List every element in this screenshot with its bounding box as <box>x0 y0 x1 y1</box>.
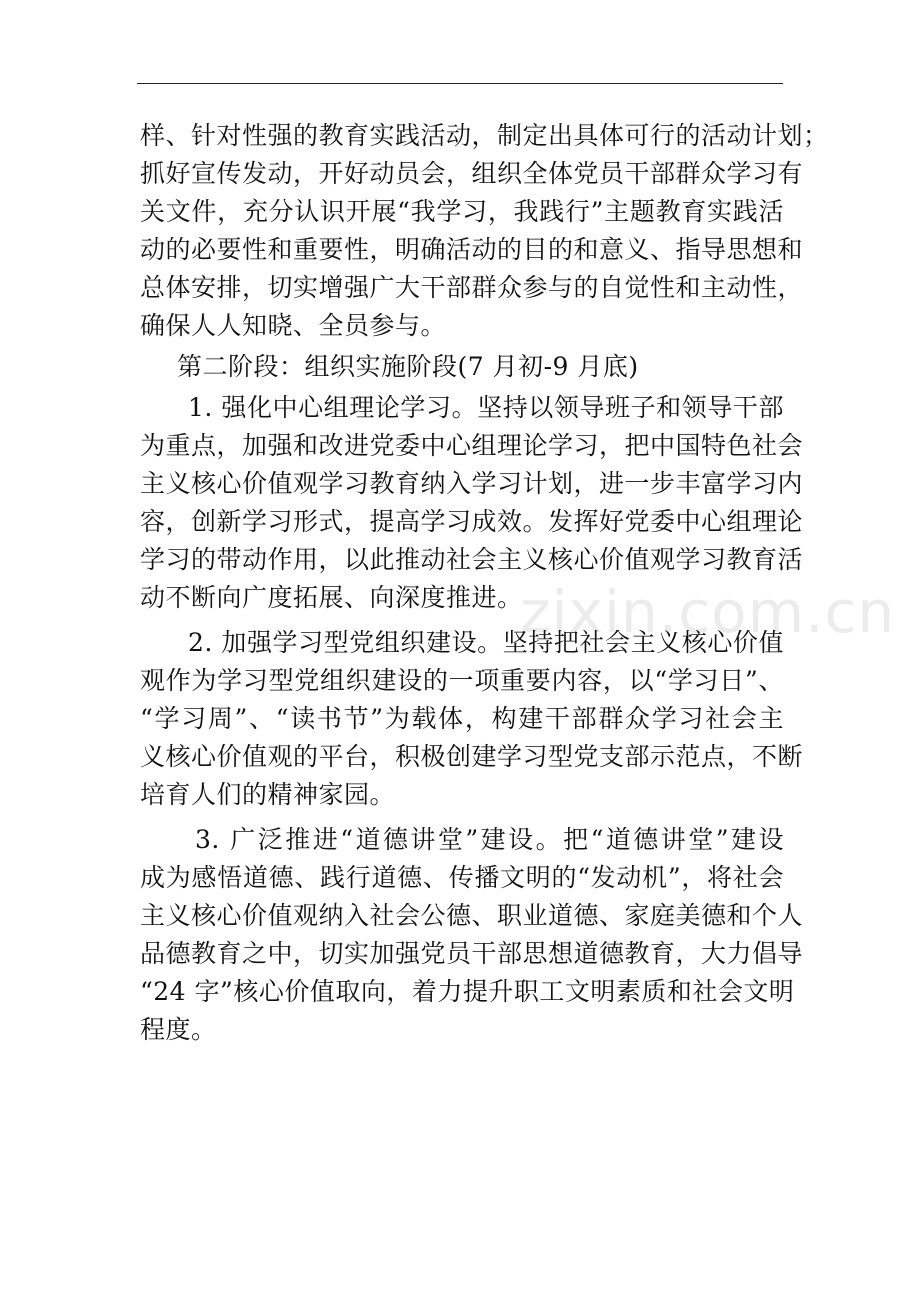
paragraph-item-2 <box>140 625 804 813</box>
text-line: 容，创新学习形式，提高学习成效。发挥好党委中心组理论 <box>140 507 804 536</box>
text-line: 品德教育之中，切实加强党员干部思想道德教育，大力倡导 <box>140 939 804 968</box>
text-line: 确保人人知晓、全员参与。 <box>140 311 447 340</box>
section-heading-stage-two <box>140 349 784 385</box>
text-line: 3. 广泛推进“道德讲堂”建设。把“道德讲堂”建设 <box>195 825 784 854</box>
header-rule <box>137 83 783 84</box>
text-line: 培育人们的精神家园。 <box>140 780 396 809</box>
text-line: 义核心价值观的平台，积极创建学习型党支部示范点，不断 <box>140 742 804 771</box>
text-line: 总体安排，切实增强广大干部群众参与的自觉性和主动性， <box>140 273 804 302</box>
text-line: 观作为学习型党组织建设的一项重要内容，以“学习日”、 <box>140 666 784 695</box>
document-body <box>140 118 829 1048</box>
text-line: “学习周”、“读书节”为载体，构建干部群众学习社会主 <box>140 704 784 733</box>
text-line: 动的必要性和重要性，明确活动的目的和意义、指导思想和 <box>140 235 804 264</box>
text-line: 样、针对性强的教育实践活动，制定出具体可行的活动计划； <box>140 121 829 150</box>
text-line: 为重点，加强和改进党委中心组理论学习，把中国特色社会 <box>140 431 804 460</box>
text-line: 成为感悟道德、践行道德、传播文明的“发动机”，将社会 <box>140 863 784 892</box>
text-line: 主义核心价值观学习教育纳入学习计划，进一步丰富学习内 <box>140 469 804 498</box>
text-line: 主义核心价值观纳入社会公德、职业道德、家庭美德和个人 <box>140 901 804 930</box>
paragraph-intro-continued <box>140 118 829 344</box>
text-line: 动不断向广度拓展、向深度推进。 <box>140 583 523 612</box>
text-line: 学习的带动作用，以此推动社会主义核心价值观学习教育活 <box>140 545 804 574</box>
text-line: “24 字”核心价值取向，着力提升职工文明素质和社会文明 <box>140 977 795 1006</box>
text-line: 1. 强化中心组理论学习。坚持以领导班子和领导干部 <box>188 393 784 422</box>
text-line: 抓好宣传发动，开好动员会，组织全体党员干部群众学习有 <box>140 159 804 188</box>
paragraph-item-3 <box>140 822 804 1048</box>
text-line: 2. 加强学习型党组织建设。坚持把社会主义核心价值 <box>188 628 784 657</box>
text-line: 程度。 <box>140 1015 217 1044</box>
paragraph-item-1 <box>140 390 804 616</box>
watermark-text: zixin.com.cn <box>520 578 896 646</box>
section-heading: 第二阶段：组织实施阶段(7 月初-9 月底) <box>177 352 639 381</box>
text-line: 关文件，充分认识开展“我学习，我践行”主题教育实践活 <box>140 197 784 226</box>
